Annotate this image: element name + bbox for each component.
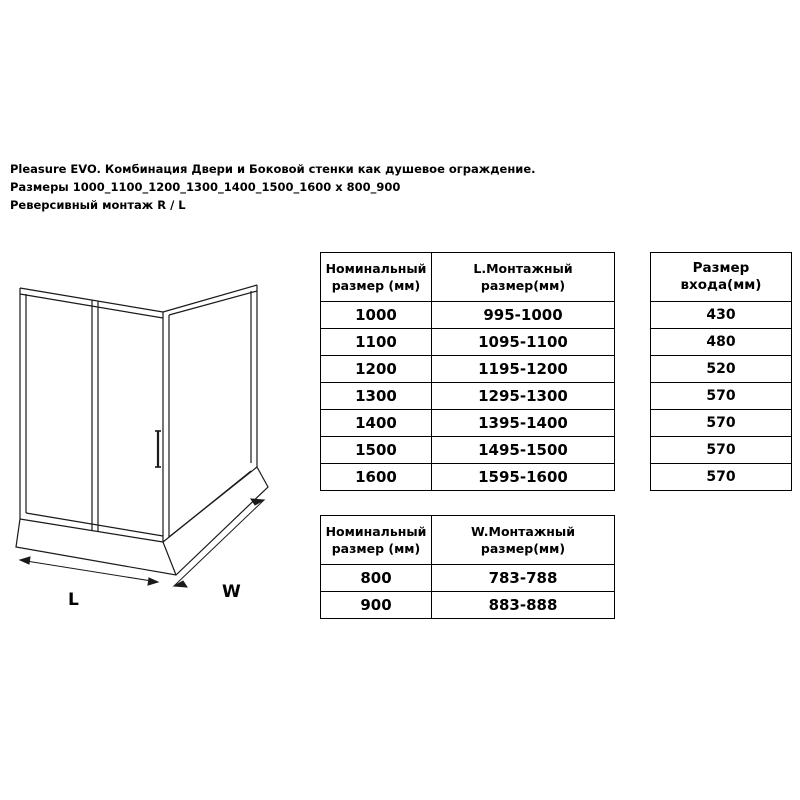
header-nominal-line2: размер (мм) [331, 278, 421, 293]
cell-entrance: 570 [651, 437, 792, 464]
table-row [321, 383, 615, 410]
header-mounting-size [432, 516, 615, 565]
table-row [651, 437, 792, 464]
heading-block [10, 160, 630, 214]
cell-entrance: 520 [651, 356, 792, 383]
cell-nominal: 1400 [321, 410, 432, 437]
cell-mounting: 783-788 [432, 565, 615, 592]
cell-nominal: 1100 [321, 329, 432, 356]
header-nominal-line2: размер (мм) [331, 541, 421, 556]
cell-entrance: 570 [651, 383, 792, 410]
table-header-row [651, 253, 792, 302]
cell-mounting: 1195-1200 [432, 356, 615, 383]
cell-mounting: 1595-1600 [432, 464, 615, 491]
cell-entrance: 570 [651, 410, 792, 437]
shower-enclosure-drawing [6, 255, 306, 615]
table-row [321, 356, 615, 383]
header-mounting-size [432, 253, 615, 302]
header-nominal-size [321, 253, 432, 302]
header-mounting-line2: размер(мм) [480, 278, 566, 293]
cell-mounting: 883-888 [432, 592, 615, 619]
header-nominal-line1: Номинальный [325, 261, 427, 276]
cell-mounting: 1395-1400 [432, 410, 615, 437]
header-mounting-line1: W.Монтажный [471, 524, 575, 539]
table-row [321, 437, 615, 464]
cell-nominal: 1200 [321, 356, 432, 383]
cell-nominal: 800 [321, 565, 432, 592]
cell-nominal: 1300 [321, 383, 432, 410]
drawing-label-l: L [68, 590, 79, 610]
cell-mounting: 1495-1500 [432, 437, 615, 464]
header-nominal-size [321, 516, 432, 565]
header-entrance-line2: входа(мм) [680, 277, 762, 293]
table-width-dimensions [320, 515, 615, 619]
table-row [321, 464, 615, 491]
cell-entrance: 430 [651, 302, 792, 329]
table-row [651, 356, 792, 383]
cell-entrance: 570 [651, 464, 792, 491]
cell-entrance: 480 [651, 329, 792, 356]
table-row [651, 464, 792, 491]
table-row [321, 302, 615, 329]
cell-mounting: 1295-1300 [432, 383, 615, 410]
table-row [321, 410, 615, 437]
heading-line-2: Размеры 1000_1100_1200_1300_1400_1500_1600 x 800_900 [10, 180, 401, 194]
cell-nominal: 1600 [321, 464, 432, 491]
table-row [651, 329, 792, 356]
table-row [321, 592, 615, 619]
header-entrance-size [651, 253, 792, 302]
heading-line-3: Реверсивный монтаж R / L [10, 198, 186, 212]
cell-nominal: 1500 [321, 437, 432, 464]
header-mounting-line2: размер(мм) [480, 541, 566, 556]
cell-nominal: 900 [321, 592, 432, 619]
cell-mounting: 995-1000 [432, 302, 615, 329]
table-header-row [321, 516, 615, 565]
cell-mounting: 1095-1100 [432, 329, 615, 356]
table-row [651, 302, 792, 329]
table-row [651, 410, 792, 437]
drawing-label-w: W [222, 582, 241, 602]
header-entrance-line1: Размер [692, 260, 750, 276]
table-row [651, 383, 792, 410]
table-entrance-size [650, 252, 792, 491]
table-length-dimensions [320, 252, 615, 491]
header-nominal-line1: Номинальный [325, 524, 427, 539]
cell-nominal: 1000 [321, 302, 432, 329]
header-mounting-line1: L.Монтажный [473, 261, 573, 276]
table-row [321, 329, 615, 356]
table-row [321, 565, 615, 592]
heading-line-1: Pleasure EVO. Комбинация Двери и Боковой стенки как душевое ограждение. [10, 162, 536, 176]
table-header-row [321, 253, 615, 302]
